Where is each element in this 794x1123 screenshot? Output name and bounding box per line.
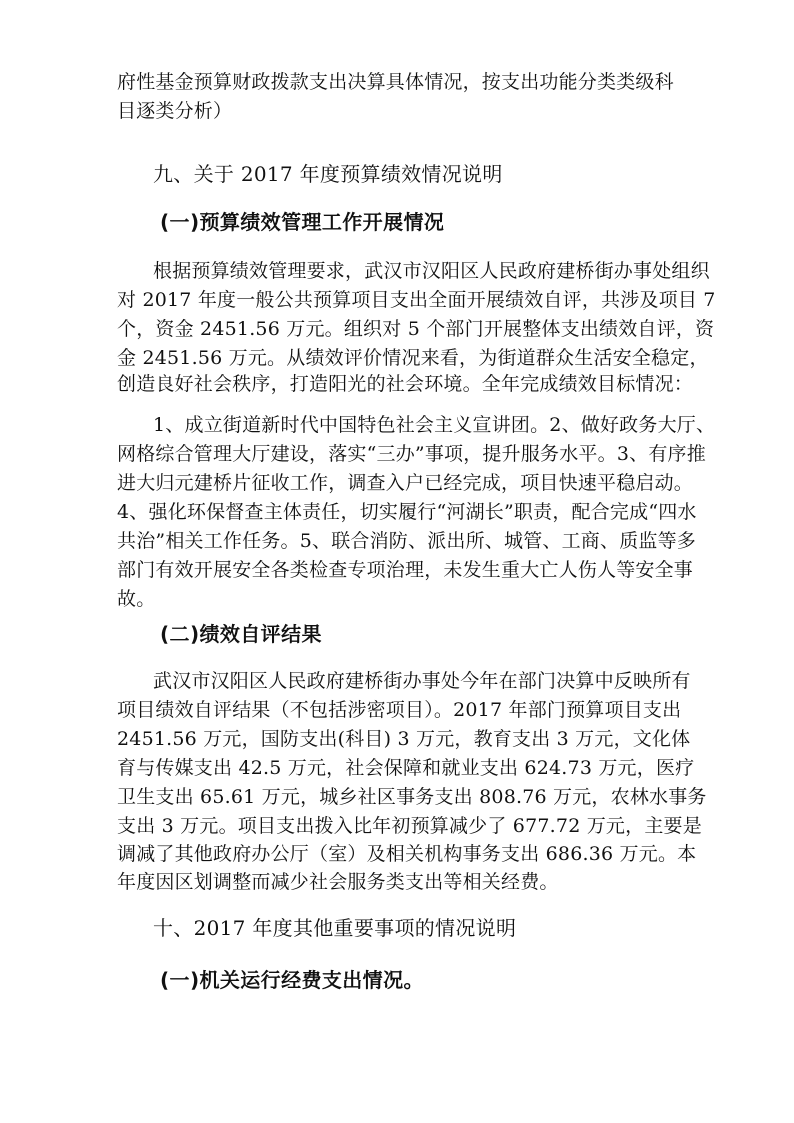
section-9-sub2-heading: (二)绩效自评结果 [160,622,322,646]
s9-p3-line-5: 卫生支出 65.61 万元，城乡社区事务支出 808.76 万元，农林水事务 [117,786,707,808]
s9-p1-line-5: 创造良好社会秩序，打造阳光的社会环境。全年完成绩效目标情况： [117,373,694,395]
s9-p1-line-1: 根据预算绩效管理要求，武汉市汉阳区人民政府建桥街办事处组织 [153,260,710,282]
s9-p1-line-4: 金 2451.56 万元。从绩效评价情况来看，为街道群众生活安全稳定， [117,347,709,369]
s9-p1-line-2: 对 2017 年度一般公共预算项目支出全面开展绩效自评，共涉及项目 7 [117,289,716,311]
s9-p2-line-7: 故。 [117,588,156,610]
s9-p2-line-1: 1、成立街道新时代中国特色社会主义宣讲团。2、做好政务大厅、 [153,414,716,436]
section-9-heading: 九、关于 2017 年度预算绩效情况说明 [153,162,503,186]
s9-p3-line-3: 2451.56 万元，国防支出(科目) 3 万元，教育支出 3 万元，文化体 [117,728,691,750]
s9-p2-line-5: 共治”相关工作任务。5、联合消防、派出所、城管、工商、质监等多 [117,530,697,552]
section-10-sub1-heading: (一)机关运行经费支出情况。 [160,968,424,992]
s9-p3-line-8: 年度因区划调整而减少社会服务类支出等相关经费。 [117,871,559,893]
s9-p2-line-6: 部门有效开展安全各类检查专项治理，未发生重大亡人伤人等安全事 [117,559,694,581]
s9-p3-line-2: 项目绩效自评结果（不包括涉密项目）。2017 年部门预算项目支出 [117,699,682,721]
s9-p3-line-7: 调减了其他政府办公厅（室）及相关机构事务支出 686.36 万元。本 [117,843,697,865]
s9-p1-line-3: 个，资金 2451.56 万元。组织对 5 个部门开展整体支出绩效自评，资 [117,318,715,340]
s9-p2-line-2: 网格综合管理大厅建设，落实“三办”事项，提升服务水平。3、有序推 [117,443,706,465]
s9-p2-line-3: 进大归元建桥片征收工作，调查入户已经完成，项目快速平稳启动。 [117,472,694,494]
s9-p3-line-6: 支出 3 万元。项目支出拨入比年初预算减少了 677.72 万元，主要是 [117,815,702,837]
section-9-sub1-heading: (一)预算绩效管理工作开展情况 [160,210,445,234]
intro-line-2: 目逐类分析） [117,100,233,122]
s9-p3-line-4: 育与传媒支出 42.5 万元，社会保障和就业支出 624.73 万元，医疗 [117,757,695,779]
intro-line-1: 府性基金预算财政拨款支出决算具体情况，按支出功能分类类级科 [117,71,674,93]
s9-p2-line-4: 4、强化环保督查主体责任，切实履行“河湖长”职责，配合完成“四水 [117,501,697,523]
s9-p3-line-1: 武汉市汉阳区人民政府建桥街办事处今年在部门决算中反映所有 [153,670,691,692]
section-10-heading: 十、2017 年度其他重要事项的情况说明 [153,916,517,940]
